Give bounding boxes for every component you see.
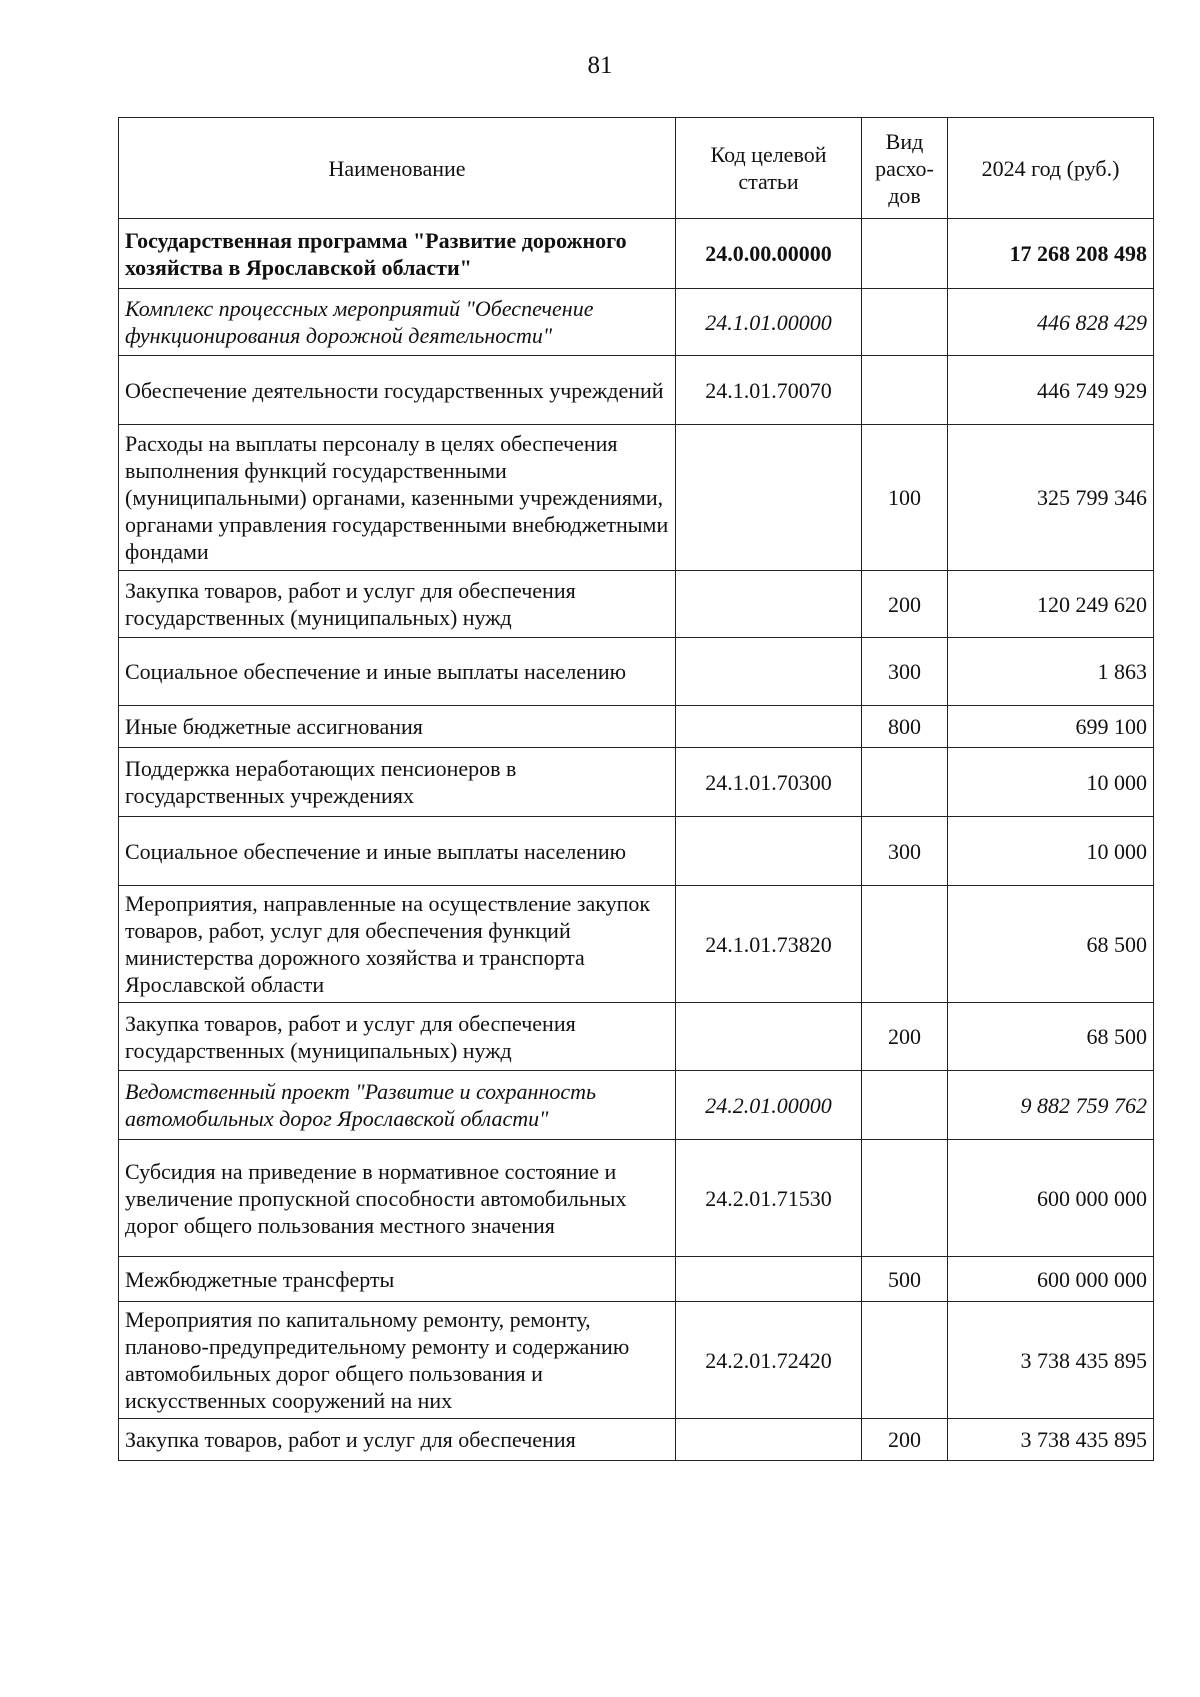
table-row <box>119 817 1154 886</box>
table-row <box>119 1302 1154 1419</box>
row-amount: 9 882 759 762 <box>948 1071 1154 1140</box>
row-amount: 10 000 <box>948 748 1154 817</box>
row-code <box>676 1257 862 1302</box>
table-row <box>119 886 1154 1003</box>
table-row <box>119 1140 1154 1257</box>
row-amount: 446 828 429 <box>948 289 1154 356</box>
table-row <box>119 571 1154 638</box>
row-code <box>676 817 862 886</box>
row-name: Закупка товаров, работ и услуг для обеспечения <box>119 1419 676 1461</box>
row-code: 24.2.01.00000 <box>676 1071 862 1140</box>
row-amount: 600 000 000 <box>948 1257 1154 1302</box>
header-code: Код целевой статьи <box>676 118 862 219</box>
row-kind <box>862 356 948 425</box>
row-amount: 68 500 <box>948 886 1154 1003</box>
row-name: Субсидия на приведение в нормативное состояние и увеличение пропускной способности автомобильных дорог общего пользования местного значения <box>119 1140 676 1257</box>
row-name: Социальное обеспечение и иные выплаты населению <box>119 638 676 706</box>
row-code <box>676 1003 862 1071</box>
row-name: Ведомственный проект "Развитие и сохранность автомобильных дорог Ярославской области" <box>119 1071 676 1140</box>
row-code: 24.0.00.00000 <box>676 219 862 289</box>
row-code: 24.1.01.00000 <box>676 289 862 356</box>
row-kind <box>862 886 948 1003</box>
row-kind: 300 <box>862 817 948 886</box>
row-amount: 3 738 435 895 <box>948 1419 1154 1461</box>
row-kind: 200 <box>862 1419 948 1461</box>
table-row <box>119 356 1154 425</box>
row-code <box>676 571 862 638</box>
row-name: Комплекс процессных мероприятий "Обеспечение функционирования дорожной деятельности" <box>119 289 676 356</box>
row-kind <box>862 1140 948 1257</box>
row-kind: 300 <box>862 638 948 706</box>
row-name: Межбюджетные трансферты <box>119 1257 676 1302</box>
row-code: 24.1.01.73820 <box>676 886 862 1003</box>
header-name: Наименование <box>119 118 676 219</box>
table-row <box>119 425 1154 571</box>
row-kind: 800 <box>862 706 948 748</box>
table-row <box>119 1419 1154 1461</box>
row-kind <box>862 219 948 289</box>
row-code <box>676 1419 862 1461</box>
row-kind <box>862 1071 948 1140</box>
row-kind: 200 <box>862 1003 948 1071</box>
row-amount: 17 268 208 498 <box>948 219 1154 289</box>
row-name: Обеспечение деятельности государственных учреждений <box>119 356 676 425</box>
row-name: Мероприятия, направленные на осуществление закупок товаров, работ, услуг для обеспечения функций министерства дорожного хозяйства и транспорта Ярославской области <box>119 886 676 1003</box>
table-row <box>119 748 1154 817</box>
table-body <box>119 219 1154 1461</box>
row-code: 24.2.01.71530 <box>676 1140 862 1257</box>
row-kind: 500 <box>862 1257 948 1302</box>
table-row <box>119 706 1154 748</box>
header-amount: 2024 год (руб.) <box>948 118 1154 219</box>
table-row <box>119 1257 1154 1302</box>
header-kind: Вид расхо-дов <box>862 118 948 219</box>
row-name: Иные бюджетные ассигнования <box>119 706 676 748</box>
row-name: Мероприятия по капитальному ремонту, ремонту, планово-предупредительному ремонту и содержанию автомобильных дорог общего пользования и искусственных сооружений на них <box>119 1302 676 1419</box>
row-name: Поддержка неработающих пенсионеров в государственных учреждениях <box>119 748 676 817</box>
row-amount: 325 799 346 <box>948 425 1154 571</box>
row-code <box>676 638 862 706</box>
row-code: 24.1.01.70300 <box>676 748 862 817</box>
budget-table <box>118 117 1154 1461</box>
table-row <box>119 1071 1154 1140</box>
row-kind: 200 <box>862 571 948 638</box>
row-kind <box>862 748 948 817</box>
table-row <box>119 1003 1154 1071</box>
row-amount: 68 500 <box>948 1003 1154 1071</box>
table-header-row <box>119 118 1154 219</box>
row-name: Социальное обеспечение и иные выплаты населению <box>119 817 676 886</box>
row-code: 24.2.01.72420 <box>676 1302 862 1419</box>
row-name: Государственная программа "Развитие дорожного хозяйства в Ярославской области" <box>119 219 676 289</box>
row-code <box>676 706 862 748</box>
table-row <box>119 289 1154 356</box>
page-number: 81 <box>587 52 613 79</box>
row-amount: 446 749 929 <box>948 356 1154 425</box>
row-kind <box>862 289 948 356</box>
row-kind <box>862 1302 948 1419</box>
row-code: 24.1.01.70070 <box>676 356 862 425</box>
table-row <box>119 219 1154 289</box>
row-name: Закупка товаров, работ и услуг для обеспечения государственных (муниципальных) нужд <box>119 571 676 638</box>
row-amount: 120 249 620 <box>948 571 1154 638</box>
table-row <box>119 638 1154 706</box>
row-name: Закупка товаров, работ и услуг для обеспечения государственных (муниципальных) нужд <box>119 1003 676 1071</box>
row-name: Расходы на выплаты персоналу в целях обеспечения выполнения функций государственными (муниципальными) органами, казенными учреждениями, органами управления государственными внебюджетными фондами <box>119 425 676 571</box>
row-amount: 699 100 <box>948 706 1154 748</box>
row-amount: 3 738 435 895 <box>948 1302 1154 1419</box>
row-kind: 100 <box>862 425 948 571</box>
row-code <box>676 425 862 571</box>
row-amount: 600 000 000 <box>948 1140 1154 1257</box>
row-amount: 1 863 <box>948 638 1154 706</box>
row-amount: 10 000 <box>948 817 1154 886</box>
